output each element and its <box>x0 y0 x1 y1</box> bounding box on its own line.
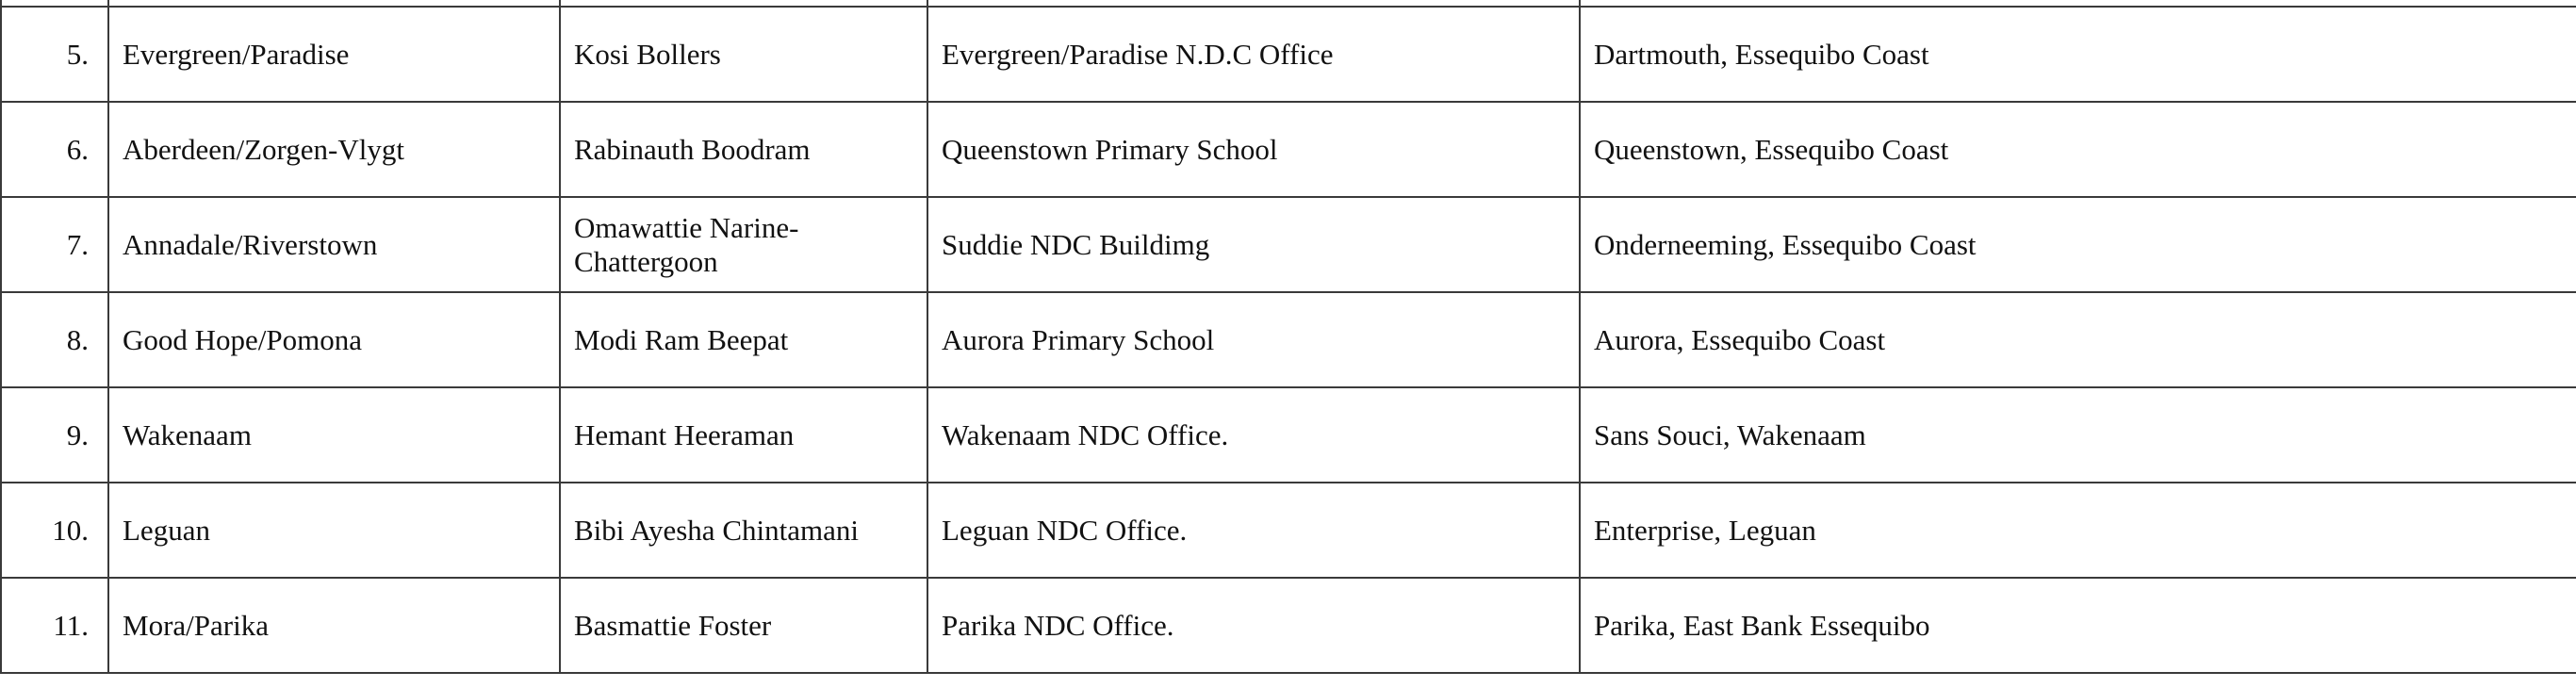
cell-address <box>1580 0 2576 7</box>
cell-office: Queenstown Primary School <box>927 102 1580 197</box>
cell-district: Aberdeen/Zorgen-Vlygt <box>108 102 560 197</box>
cell-office <box>927 0 1580 7</box>
cell-officer: Kosi Bollers <box>560 7 927 102</box>
cell-officer: Modi Ram Beepat <box>560 292 927 387</box>
cell-address: Dartmouth, Essequibo Coast <box>1580 7 2576 102</box>
cell-district: Evergreen/Paradise <box>108 7 560 102</box>
cell-number: 9. <box>1 387 108 483</box>
cell-district: Wakenaam <box>108 387 560 483</box>
cell-number <box>1 0 108 7</box>
cell-address: Parika, East Bank Essequibo <box>1580 578 2576 673</box>
cell-officer: Rabinauth Boodram <box>560 102 927 197</box>
cell-district: Mora/Parika <box>108 578 560 673</box>
cell-address: Aurora, Essequibo Coast <box>1580 292 2576 387</box>
cell-number: 6. <box>1 102 108 197</box>
cell-district <box>108 0 560 7</box>
table-row <box>1 197 2576 292</box>
cell-number: 8. <box>1 292 108 387</box>
cell-address: Onderneeming, Essequibo Coast <box>1580 197 2576 292</box>
cell-officer: Basmattie Foster <box>560 578 927 673</box>
cell-address: Sans Souci, Wakenaam <box>1580 387 2576 483</box>
cell-district: Annadale/Riverstown <box>108 197 560 292</box>
cell-office: Parika NDC Office. <box>927 578 1580 673</box>
cell-number: 5. <box>1 7 108 102</box>
cell-officer: Hemant Heeraman <box>560 387 927 483</box>
table-row <box>1 7 2576 102</box>
table-row <box>1 292 2576 387</box>
table-row-cut-off <box>1 0 2576 7</box>
cell-office: Leguan NDC Office. <box>927 483 1580 578</box>
table-row <box>1 483 2576 578</box>
cell-number: 11. <box>1 578 108 673</box>
cell-office: Evergreen/Paradise N.D.C Office <box>927 7 1580 102</box>
table-row <box>1 387 2576 483</box>
cell-number: 7. <box>1 197 108 292</box>
cell-district: Good Hope/Pomona <box>108 292 560 387</box>
cell-officer: Omawattie Narine- Chattergoon <box>560 197 927 292</box>
cell-address: Queenstown, Essequibo Coast <box>1580 102 2576 197</box>
cell-office: Suddie NDC Buildimg <box>927 197 1580 292</box>
cell-officer <box>560 0 927 7</box>
cell-district: Leguan <box>108 483 560 578</box>
table-row <box>1 102 2576 197</box>
cell-office: Wakenaam NDC Office. <box>927 387 1580 483</box>
cell-address: Enterprise, Leguan <box>1580 483 2576 578</box>
cell-officer: Bibi Ayesha Chintamani <box>560 483 927 578</box>
cell-number: 10. <box>1 483 108 578</box>
cell-office: Aurora Primary School <box>927 292 1580 387</box>
table-row <box>1 578 2576 673</box>
